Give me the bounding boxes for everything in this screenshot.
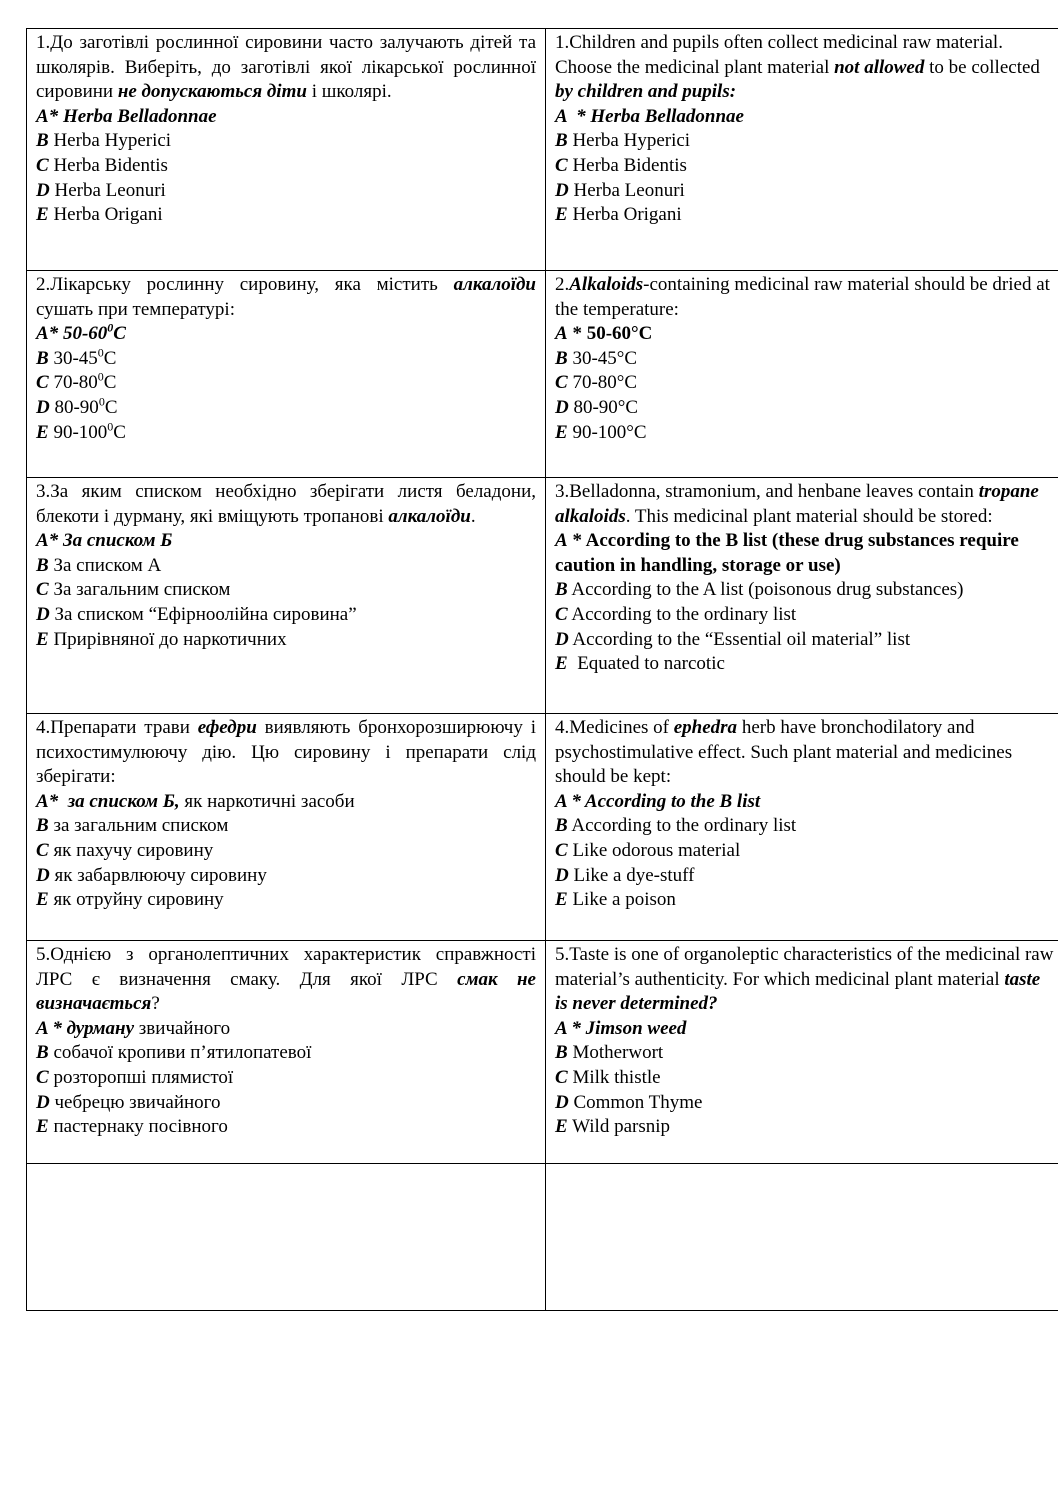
option-b: B собачої кропиви п’ятилопатевої bbox=[36, 1042, 312, 1064]
option-b: B $30-45^0C$ bbox=[36, 345, 117, 369]
option-c: C За загальним списком bbox=[36, 579, 231, 601]
option-d: D Common Thyme bbox=[555, 1091, 703, 1113]
option-a: A* за списком Б, як наркотичні засоби bbox=[36, 790, 355, 812]
option-a: A* $50-60^0C$ bbox=[36, 320, 126, 345]
option-c: C Milk thistle bbox=[555, 1066, 661, 1088]
question-1-en-stem: 1.Children and pupils often collect medicinal raw material. Choose the medicinal plant material not allowed to be collected by children and pupils: bbox=[555, 32, 1040, 103]
option-e: E як отруйну сировину bbox=[36, 889, 224, 911]
option-b: B за загальним списком bbox=[36, 815, 229, 837]
option-e: E Herba Origani bbox=[36, 204, 163, 226]
question-2-uk-stem: 2.Лікарську рослинну сировину, яка містить алкалоїди сушать при температурі: bbox=[36, 274, 536, 320]
empty-cell-english bbox=[546, 1164, 1058, 1311]
option-b: B Motherwort bbox=[555, 1042, 664, 1064]
option-e: E Herba Origani bbox=[555, 204, 682, 226]
option-a: A * Jimson weed bbox=[555, 1017, 687, 1039]
option-d: D як забарвлюючу сировину bbox=[36, 864, 267, 886]
option-b: B Herba Hyperici bbox=[555, 130, 691, 152]
option-e: E пастернаку посівного bbox=[36, 1116, 228, 1138]
option-a: A* Herba Belladonnae bbox=[36, 105, 217, 127]
question-4-english bbox=[546, 714, 1058, 941]
option-c: C Herba Bidentis bbox=[555, 154, 687, 176]
question-2-ukrainian bbox=[27, 271, 546, 478]
question-table bbox=[26, 28, 1058, 1311]
question-3-en-stem: 3.Belladonna, stramonium, and henbane leaves contain tropane alkaloids. This medicinal plant material should be stored: bbox=[555, 481, 1039, 527]
option-b: B За списком А bbox=[36, 554, 162, 576]
question-2-en-stem: 2.Alkaloids-containing medicinal raw material should be dried at the temperature: bbox=[555, 274, 1050, 320]
option-d: D За списком “Ефірноолійна сировина” bbox=[36, 603, 357, 625]
question-4-en-stem: 4.Medicines of ephedra herb have bronchodilatory and psychostimulative effect. Such plant material and medicines should be kept: bbox=[555, 717, 1013, 788]
option-e: E Прирівняної до наркотичних bbox=[36, 628, 287, 650]
empty-cell-ukrainian bbox=[27, 1164, 546, 1311]
option-d: D Herba Leonuri bbox=[555, 179, 685, 201]
question-1-english bbox=[546, 29, 1058, 271]
option-b: B Herba Hyperici bbox=[36, 130, 172, 152]
option-d: D Herba Leonuri bbox=[36, 179, 166, 201]
option-b: B According to the A list (poisonous drug substances) bbox=[555, 579, 964, 601]
option-d: D Like a dye-stuff bbox=[555, 864, 695, 886]
option-d: D чебрецю звичайного bbox=[36, 1091, 221, 1113]
option-c: C 70-80°C bbox=[555, 372, 638, 394]
option-a: A * Herba Belladonnae bbox=[555, 105, 744, 127]
option-e: E Equated to narcotic bbox=[555, 653, 725, 675]
question-row-1 bbox=[27, 29, 1058, 271]
question-row-3 bbox=[27, 478, 1058, 714]
question-3-uk-stem: 3.За яким списком необхідно зберігати листя беладони, блекоти і дурману, які вміщують тропанові алкалоїди. bbox=[36, 481, 536, 527]
option-c: C According to the ordinary list bbox=[555, 603, 797, 625]
question-row-4 bbox=[27, 714, 1058, 941]
option-a: A * 50-60°C bbox=[555, 323, 653, 345]
question-5-en-stem: 5.Taste is one of organoleptic characteristics of the medicinal raw material’s authenticity. For which medicinal plant material taste is never determined? bbox=[555, 944, 1054, 1015]
option-a: A * According to the B list (these drug substances require caution in handling, storage or use) bbox=[555, 530, 1019, 576]
option-c: C як пахучу сировину bbox=[36, 839, 214, 861]
option-d: D According to the “Essential oil material” list bbox=[555, 628, 911, 650]
option-b: B According to the ordinary list bbox=[555, 815, 797, 837]
question-5-english bbox=[546, 941, 1058, 1164]
question-5-ukrainian bbox=[27, 941, 546, 1164]
option-c: C $70-80^0C$ bbox=[36, 370, 117, 394]
option-e: E 90-100°C bbox=[555, 421, 647, 443]
question-1-ukrainian bbox=[27, 29, 546, 271]
question-row-5 bbox=[27, 941, 1058, 1164]
question-5-uk-stem: 5.Однією з органолептичних характеристик справжності ЛРС є визначення смаку. Для якої ЛРС смак не визначається? bbox=[36, 944, 536, 1015]
question-3-ukrainian bbox=[27, 478, 546, 714]
option-b: B 30-45°C bbox=[555, 347, 638, 369]
empty-row bbox=[27, 1164, 1058, 1311]
option-a: A * According to the B list bbox=[555, 790, 761, 812]
option-e: E Wild parsnip bbox=[555, 1116, 671, 1138]
option-d: D 80-90°C bbox=[555, 396, 639, 418]
option-a: A* За списком Б bbox=[36, 530, 173, 552]
question-1-uk-stem: 1.До заготівлі рослинної сировини часто залучають дітей та школярів. Виберіть, до заготівлі якої лікарської рослинної сировини не допускаються діти і школярі. bbox=[36, 32, 536, 103]
option-e: E Like a poison bbox=[555, 889, 676, 911]
question-row-2 bbox=[27, 271, 1058, 478]
question-4-uk-stem: 4.Препарати трави ефедри виявляють бронхорозширюючу і психостимулюючу дію. Цю сировину і препарати слід зберігати: bbox=[36, 717, 536, 788]
option-d: D $80-90^0C$ bbox=[36, 394, 118, 418]
option-c: C розторопші плямистої bbox=[36, 1066, 234, 1088]
option-c: C Herba Bidentis bbox=[36, 154, 168, 176]
question-4-ukrainian bbox=[27, 714, 546, 941]
question-3-english bbox=[546, 478, 1058, 714]
option-e: E $90-100^0C$ bbox=[36, 419, 126, 443]
question-2-english bbox=[546, 271, 1058, 478]
option-a: A * дурману звичайного bbox=[36, 1017, 231, 1039]
option-c: C Like odorous material bbox=[555, 839, 741, 861]
